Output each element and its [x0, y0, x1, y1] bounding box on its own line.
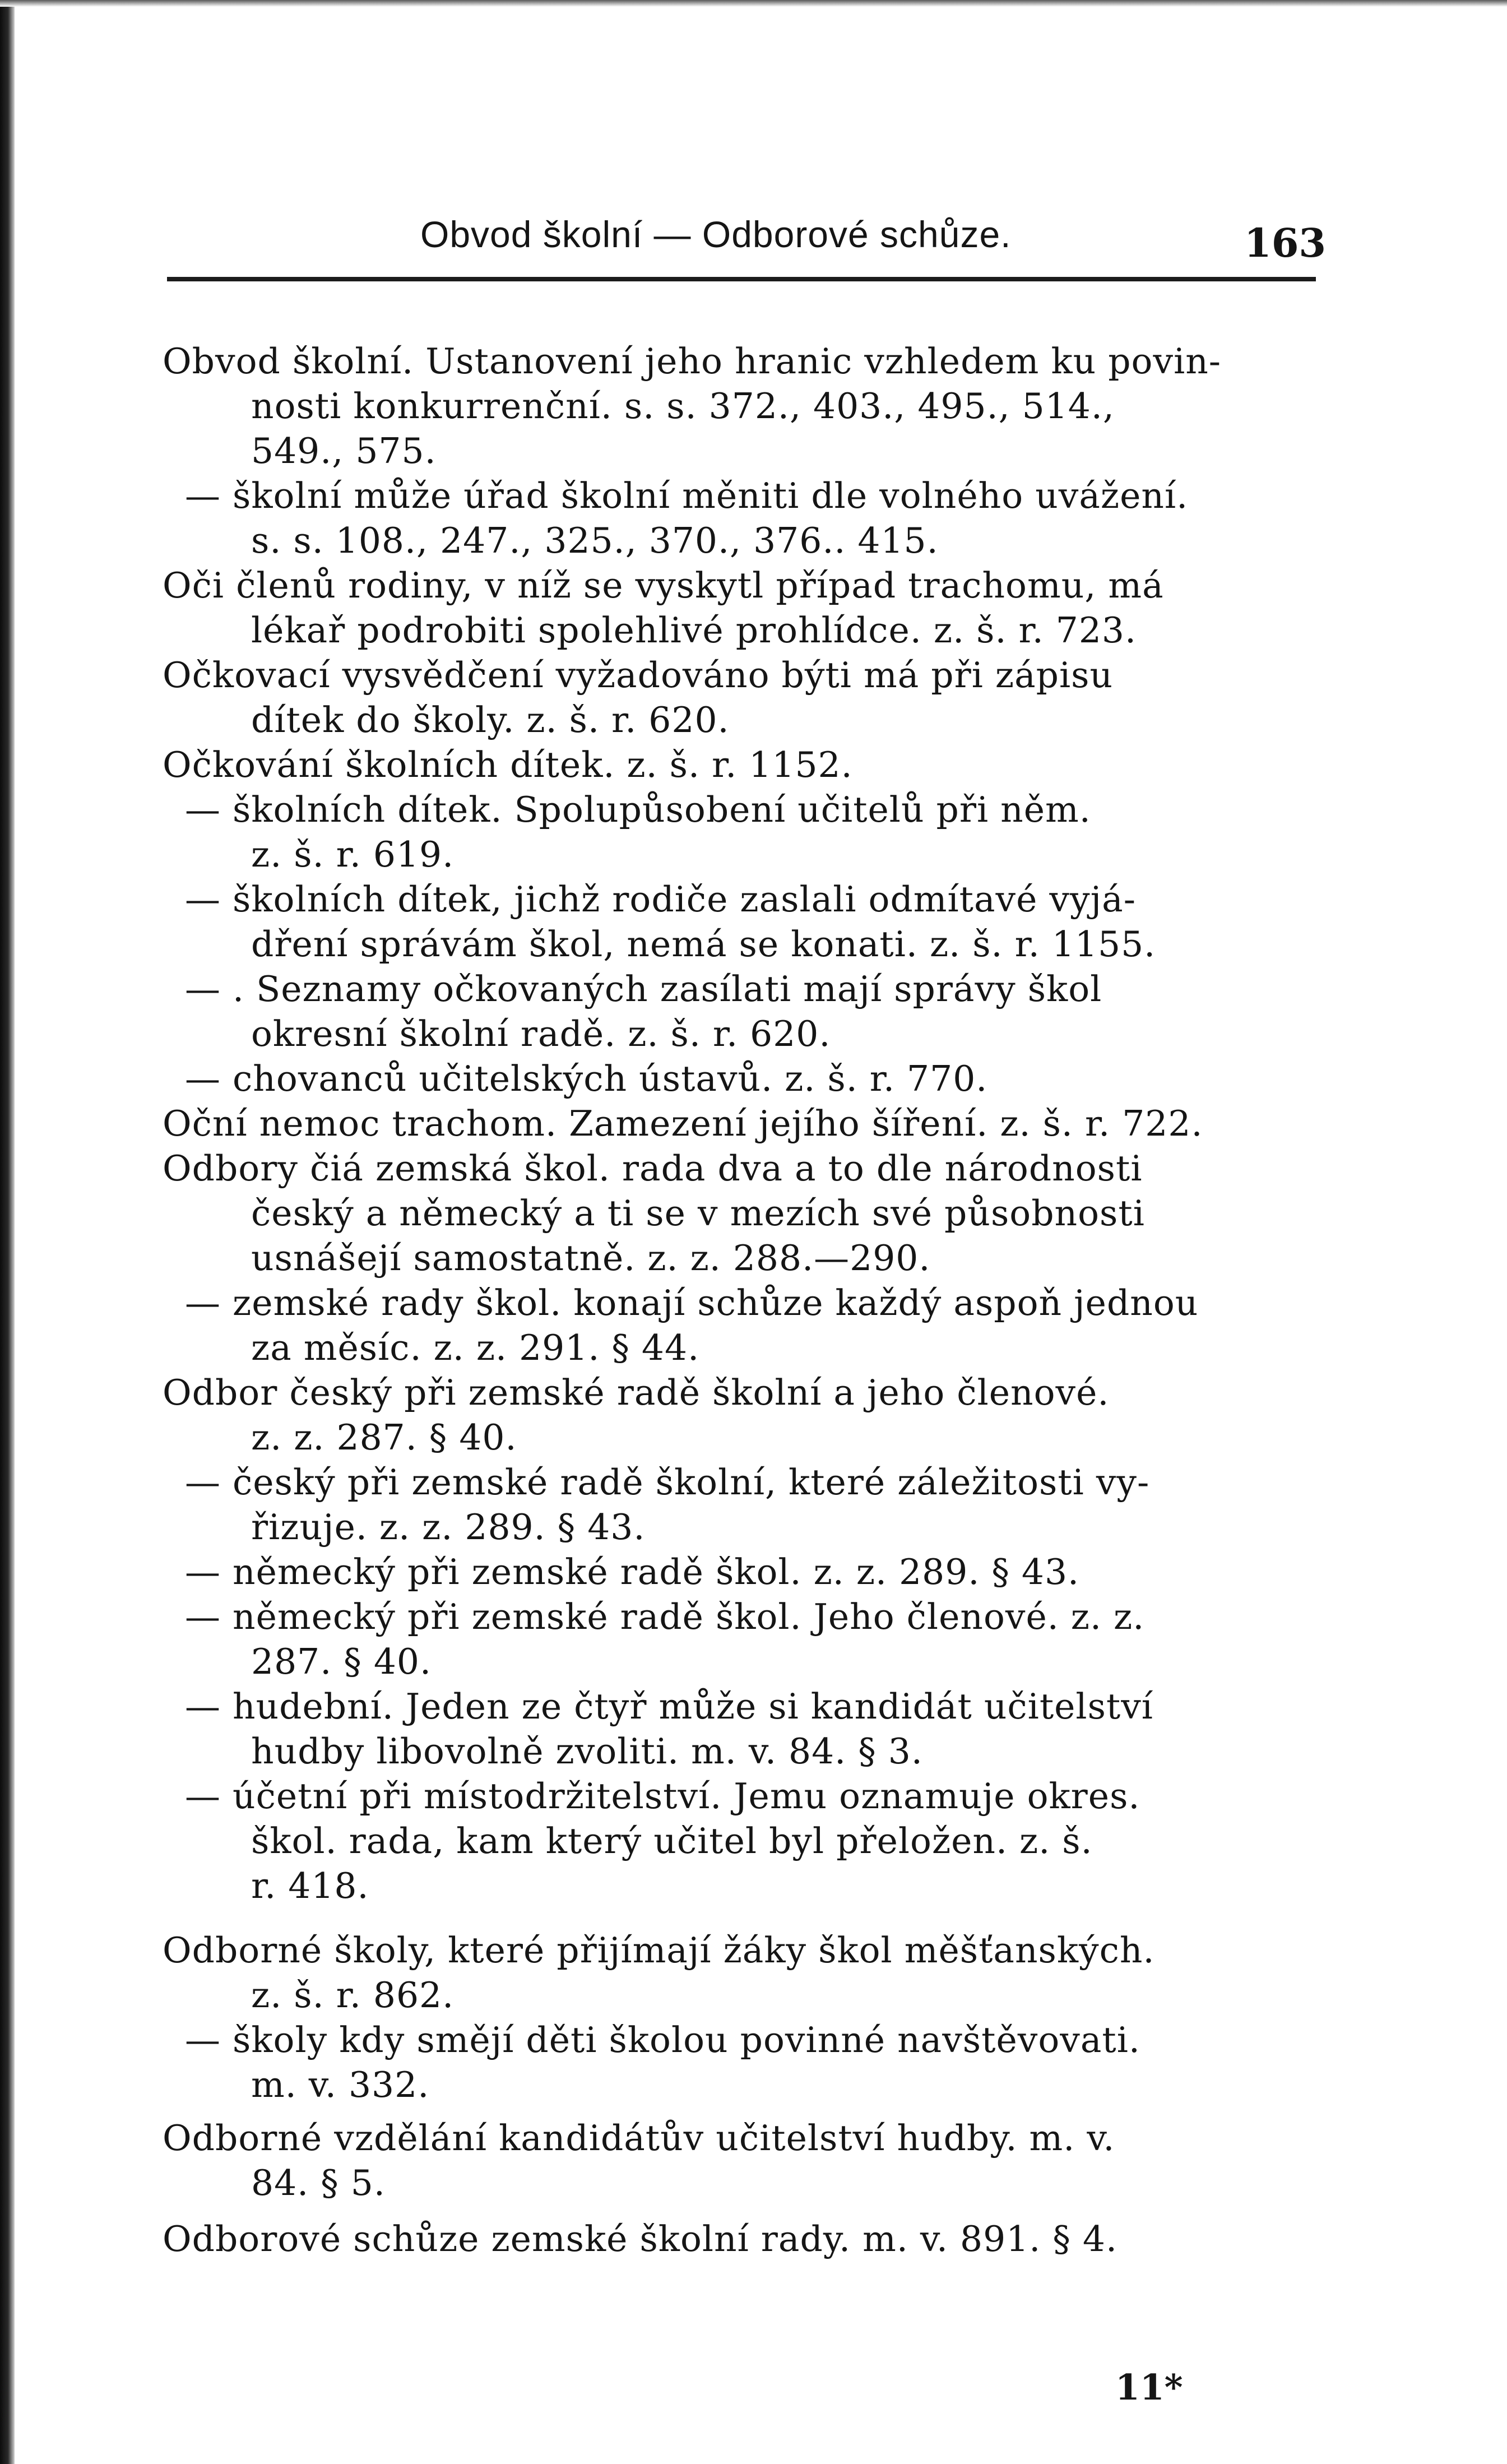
- scan-top-edge: [0, 0, 1507, 7]
- entry-line: — zemské rady škol. konají schůze každý aspoň jednou: [185, 1282, 1199, 1323]
- entry-line: dření správám škol, nemá se konati. z. š. r. 1155.: [251, 924, 1156, 965]
- entry-line: z. š. r. 862.: [251, 1975, 455, 2016]
- entry-line: r. 418.: [251, 1865, 369, 1906]
- entry-line: řizuje. z. z. 289. § 43.: [251, 1507, 646, 1548]
- entry-line: — hudební. Jeden ze čtyř může si kandidát učitelství: [185, 1686, 1153, 1727]
- entry-line: usnášejí samostatně. z. z. 288.—290.: [251, 1238, 931, 1279]
- entry-line: český a německý a ti se v mezích své působnosti: [251, 1193, 1145, 1234]
- running-head: Obvod školní — Odborové schůze.: [420, 214, 1012, 255]
- entry-line: Odborové schůze zemské školní rady. m. v. 891. § 4.: [163, 2218, 1118, 2259]
- entry-line: — . Seznamy očkovaných zasílati mají správy škol: [185, 969, 1102, 1009]
- signature-mark: 11*: [1115, 2366, 1183, 2408]
- entry-line: škol. rada, kam který učitel byl přeložen. z. š.: [251, 1821, 1093, 1861]
- entry-line: — chovanců učitelských ústavů. z. š. r. 770.: [185, 1058, 988, 1099]
- scan-left-edge: [0, 0, 15, 2464]
- entry-line: Odborné vzdělání kandidátův učitelství hudby. m. v.: [163, 2118, 1115, 2159]
- entry-line: nosti konkurrenční. s. s. 372., 403., 495., 514.,: [251, 386, 1115, 427]
- entry-line: z. š. r. 619.: [251, 834, 455, 875]
- entry-line: Odbor český při zemské radě školní a jeho členové.: [163, 1372, 1110, 1413]
- entry-line: Obvod školní. Ustanovení jeho hranic vzhledem ku povin-: [163, 341, 1222, 382]
- entry-line: Odbory čiá zemská škol. rada dva a to dle národnosti: [163, 1148, 1143, 1189]
- entry-line: lékař podrobiti spolehlivé prohlídce. z. š. r. 723.: [251, 610, 1137, 651]
- entry-line: Oči členů rodiny, v níž se vyskytl případ trachomu, má: [163, 565, 1164, 606]
- entry-line: z. z. 287. § 40.: [251, 1417, 517, 1458]
- entry-line: — školy kdy smějí děti školou povinné navštěvovati.: [185, 2020, 1140, 2060]
- entry-line: m. v. 332.: [251, 2064, 430, 2105]
- page-number: 163: [1244, 220, 1327, 266]
- entry-line: — školních dítek, jichž rodiče zaslali odmítavé vyjá-: [185, 879, 1136, 920]
- entry-line: okresní školní radě. z. š. r. 620.: [251, 1013, 831, 1054]
- entry-line: Odborné školy, které přijímají žáky škol měšťanských.: [163, 1930, 1155, 1971]
- entry-line: za měsíc. z. z. 291. § 44.: [251, 1327, 700, 1368]
- entry-line: 84. § 5.: [251, 2162, 386, 2203]
- entry-line: dítek do školy. z. š. r. 620.: [251, 700, 730, 740]
- header-rule: [167, 277, 1316, 281]
- entry-line: Očkování školních dítek. z. š. r. 1152.: [163, 744, 853, 785]
- entry-line: — školních dítek. Spolupůsobení učitelů při něm.: [185, 789, 1091, 830]
- entry-line: hudby libovolně zvoliti. m. v. 84. § 3.: [251, 1731, 923, 1772]
- entry-line: — školní může úřad školní měniti dle volného uvážení.: [185, 475, 1189, 516]
- entry-line: s. s. 108., 247., 325., 370., 376.. 415.: [251, 520, 939, 561]
- entry-line: Očkovací vysvědčení vyžadováno býti má při zápisu: [163, 655, 1114, 696]
- entry-line: — český při zemské radě školní, které záležitosti vy-: [185, 1462, 1150, 1503]
- entry-line: — německý při zemské radě škol. z. z. 289. § 43.: [185, 1551, 1080, 1592]
- entry-line: — účetní při místodržitelství. Jemu oznamuje okres.: [185, 1776, 1140, 1817]
- entry-line: 549., 575.: [251, 430, 437, 471]
- entry-line: 287. § 40.: [251, 1641, 432, 1682]
- entry-line: Oční nemoc trachom. Zamezení jejího šíření. z. š. r. 722.: [163, 1103, 1203, 1144]
- entry-line: — německý při zemské radě škol. Jeho členové. z. z.: [185, 1596, 1145, 1637]
